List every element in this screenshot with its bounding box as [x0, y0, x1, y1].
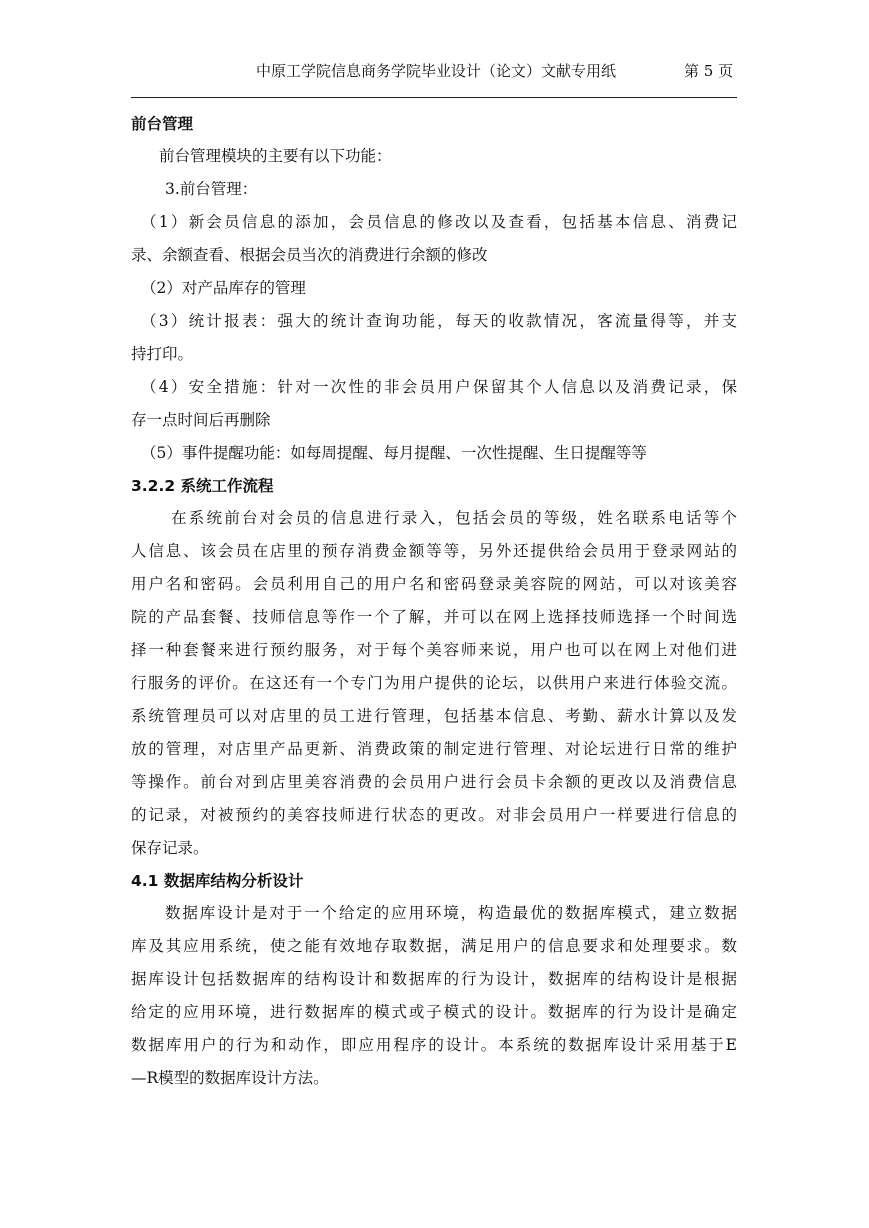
paragraph-line: 的记录，对被预约的美容技师进行状态的更改。对非会员用户一样要进行信息的 [131, 806, 737, 824]
paragraph-line: 人信息、该会员在店里的预存消费金额等等，另外还提供给会员用于登录网站的 [131, 542, 737, 560]
section-heading-workflow: 3.2.2 系统工作流程 [131, 477, 274, 495]
paragraph-line: 放的管理，对店里产品更新、消费政策的制定进行管理、对论坛进行日常的维护 [131, 740, 737, 758]
list-item-line: 录、余额查看、根据会员当次的消费进行余额的修改 [131, 246, 488, 264]
paragraph-line: 等操作。前台对到店里美容消费的会员用户进行会员卡余额的更改以及消费信息 [131, 773, 737, 791]
section-heading-database: 4.1 数据库结构分析设计 [131, 872, 304, 890]
header-title: 中原工学院信息商务学院毕业设计（论文）文献专用纸 [256, 62, 617, 80]
paragraph-line: 保存记录。 [131, 839, 209, 857]
section-heading-frontdesk: 前台管理 [131, 115, 194, 133]
paragraph-line: 用户名和密码。会员利用自己的用户名和密码登录美容院的网站，可以对该美容 [131, 575, 737, 593]
paragraph-line: 择一种套餐来进行预约服务，对于每个美容师来说，用户也可以在网上对他们进 [131, 641, 737, 659]
paragraph-line: 系统管理员可以对店里的员工进行管理，包括基本信息、考勤、薪水计算以及发 [131, 707, 737, 725]
page-number: 第 5 页 [684, 62, 734, 80]
list-item-line: （1）新会员信息的添加，会员信息的修改以及查看，包括基本信息、消费记 [141, 213, 737, 231]
page-header [0, 60, 869, 84]
list-item-line: （4）安全措施：针对一次性的非会员用户保留其个人信息以及消费记录，保 [141, 378, 737, 396]
list-item-line: 持打印。 [131, 345, 194, 363]
paragraph-line: 给定的应用环境，进行数据库的模式或子模式的设计。数据库的行为设计是确定 [131, 1003, 737, 1021]
list-item-line: 存一点时间后再删除 [131, 411, 271, 429]
list-item-line: （2）对产品库存的管理 [141, 279, 306, 297]
paragraph-line: 库及其应用系统，使之能有效地存取数据，满足用户的信息要求和处理要求。数 [131, 937, 737, 955]
document-body [131, 108, 737, 1095]
header-rule [131, 97, 737, 98]
paragraph-line: 数据库用户的行为和动作，即应用程序的设计。本系统的数据库设计采用基于E [131, 1036, 737, 1054]
paragraph-line: 前台管理模块的主要有以下功能： [159, 147, 392, 165]
paragraph-line: 数据库设计是对于一个给定的应用环境，构造最优的数据库模式，建立数据 [165, 904, 737, 922]
subheading: 3.前台管理： [165, 180, 258, 198]
list-item-line: （5）事件提醒功能：如每周提醒、每月提醒、一次性提醒、生日提醒等等 [141, 444, 647, 462]
paragraph-line: 在系统前台对会员的信息进行录入，包括会员的等级，姓名联系电话等个 [171, 509, 737, 527]
paragraph-line: 行服务的评价。在这还有一个专门为用户提供的论坛，以供用户来进行体验交流。 [131, 674, 737, 692]
paragraph-line: —R模型的数据库设计方法。 [131, 1069, 329, 1087]
paragraph-line: 院的产品套餐、技师信息等作一个了解，并可以在网上选择技师选择一个时间选 [131, 608, 737, 626]
list-item-line: （3）统计报表：强大的统计查询功能，每天的收款情况，客流量得等，并支 [141, 312, 737, 330]
paragraph-line: 据库设计包括数据库的结构设计和数据库的行为设计，数据库的结构设计是根据 [131, 970, 737, 988]
